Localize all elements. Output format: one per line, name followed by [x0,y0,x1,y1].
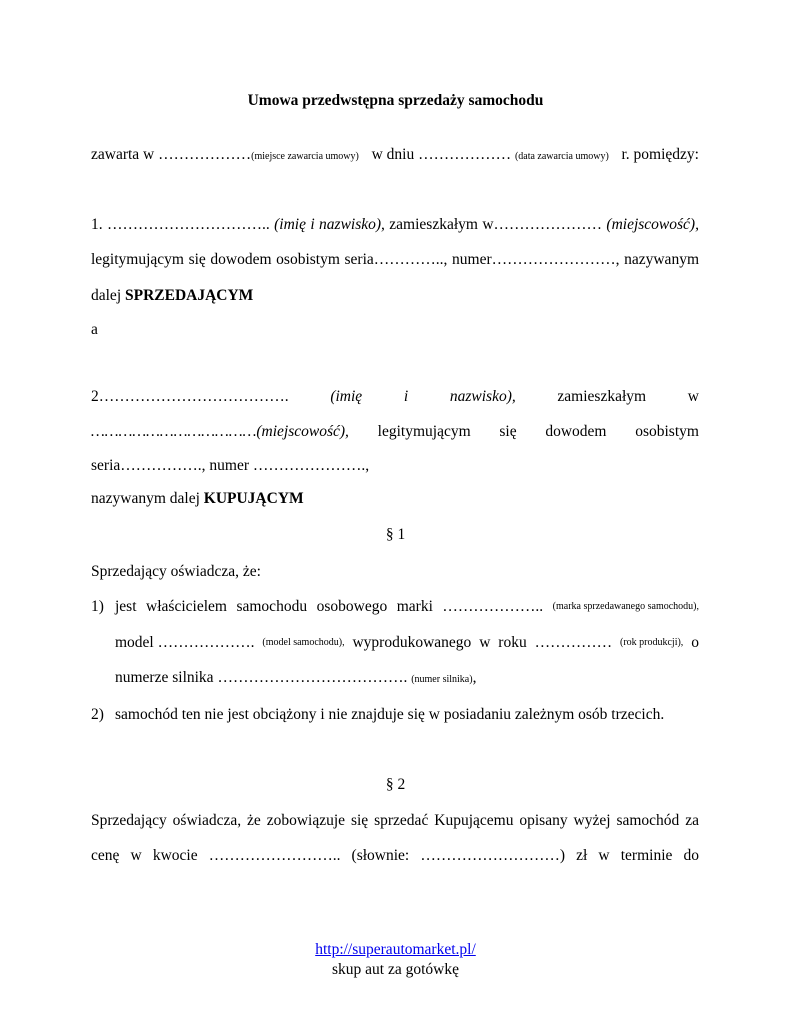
party2-line-3: seria……………., numer …………………., [91,457,370,474]
intro-date: w dniu ……………… (data zawarcia umowy) [371,146,609,163]
conjunction-a: a [91,321,98,338]
intro-place: zawarta w ………………(miejsce zawarcia umowy) [91,146,359,163]
section-2-line-2: cenę w kwocie …………………….. (słownie: ………………………) zł w terminie do [91,847,699,864]
website-link[interactable]: http://superautomarket.pl/ [315,941,476,958]
intro-line [91,145,699,167]
seller-label: SPRZEDAJĄCYM [125,287,254,304]
section-1-heading: § 1 [385,526,406,543]
intro-between: r. pomiędzy: [621,146,699,163]
buyer-label: KUPUJĄCYM [203,490,304,507]
item-2-number: 2) [91,706,104,723]
footer-link-row [0,940,791,960]
party2-line-1: 2………………………………. (imię i nazwisko), zamieszkałym w [91,388,699,405]
section-2-heading: § 2 [385,776,406,793]
party1-line-1: 1. ………………………….. (imię i nazwisko), zamieszkałym w………………… (miejscowość), [91,216,699,233]
party1-line-2: legitymującym się dowodem osobistym seria………….., numer……………………, nazywanym [91,251,699,268]
document-title: Umowa przedwstępna sprzedaży samochodu [247,92,544,109]
party2-line-4: nazywanym dalej KUPUJĄCYM [91,490,304,507]
item-1-number: 1) [91,598,104,615]
item-2-text: samochód ten nie jest obciążony i nie znajduje się w posiadaniu zależnym osób trzecich. [115,706,665,723]
section-2-line-1: Sprzedający oświadcza, że zobowiązuje się sprzedać Kupującemu opisany wyżej samochód za [91,812,699,829]
party1-line-3: dalej SPRZEDAJĄCYM [91,287,254,304]
footer-tagline: skup aut za gotówkę [332,961,459,978]
party2-line-2: ………………………………(miejscowość), legitymującym się dowodem osobistym [91,423,699,440]
item-1-line-3: numerze silnika ………………………………. (numer silnika), [115,669,477,686]
section-1-lead: Sprzedający oświadcza, że: [91,563,261,580]
item-1-line-1: jest właścicielem samochodu osobowego marki ……………….. (marka sprzedawanego samochodu), [115,598,699,615]
item-1-line-2: model ………………. (model samochodu), wyprodukowanego w roku …………… (rok produkcji), o [115,634,699,651]
